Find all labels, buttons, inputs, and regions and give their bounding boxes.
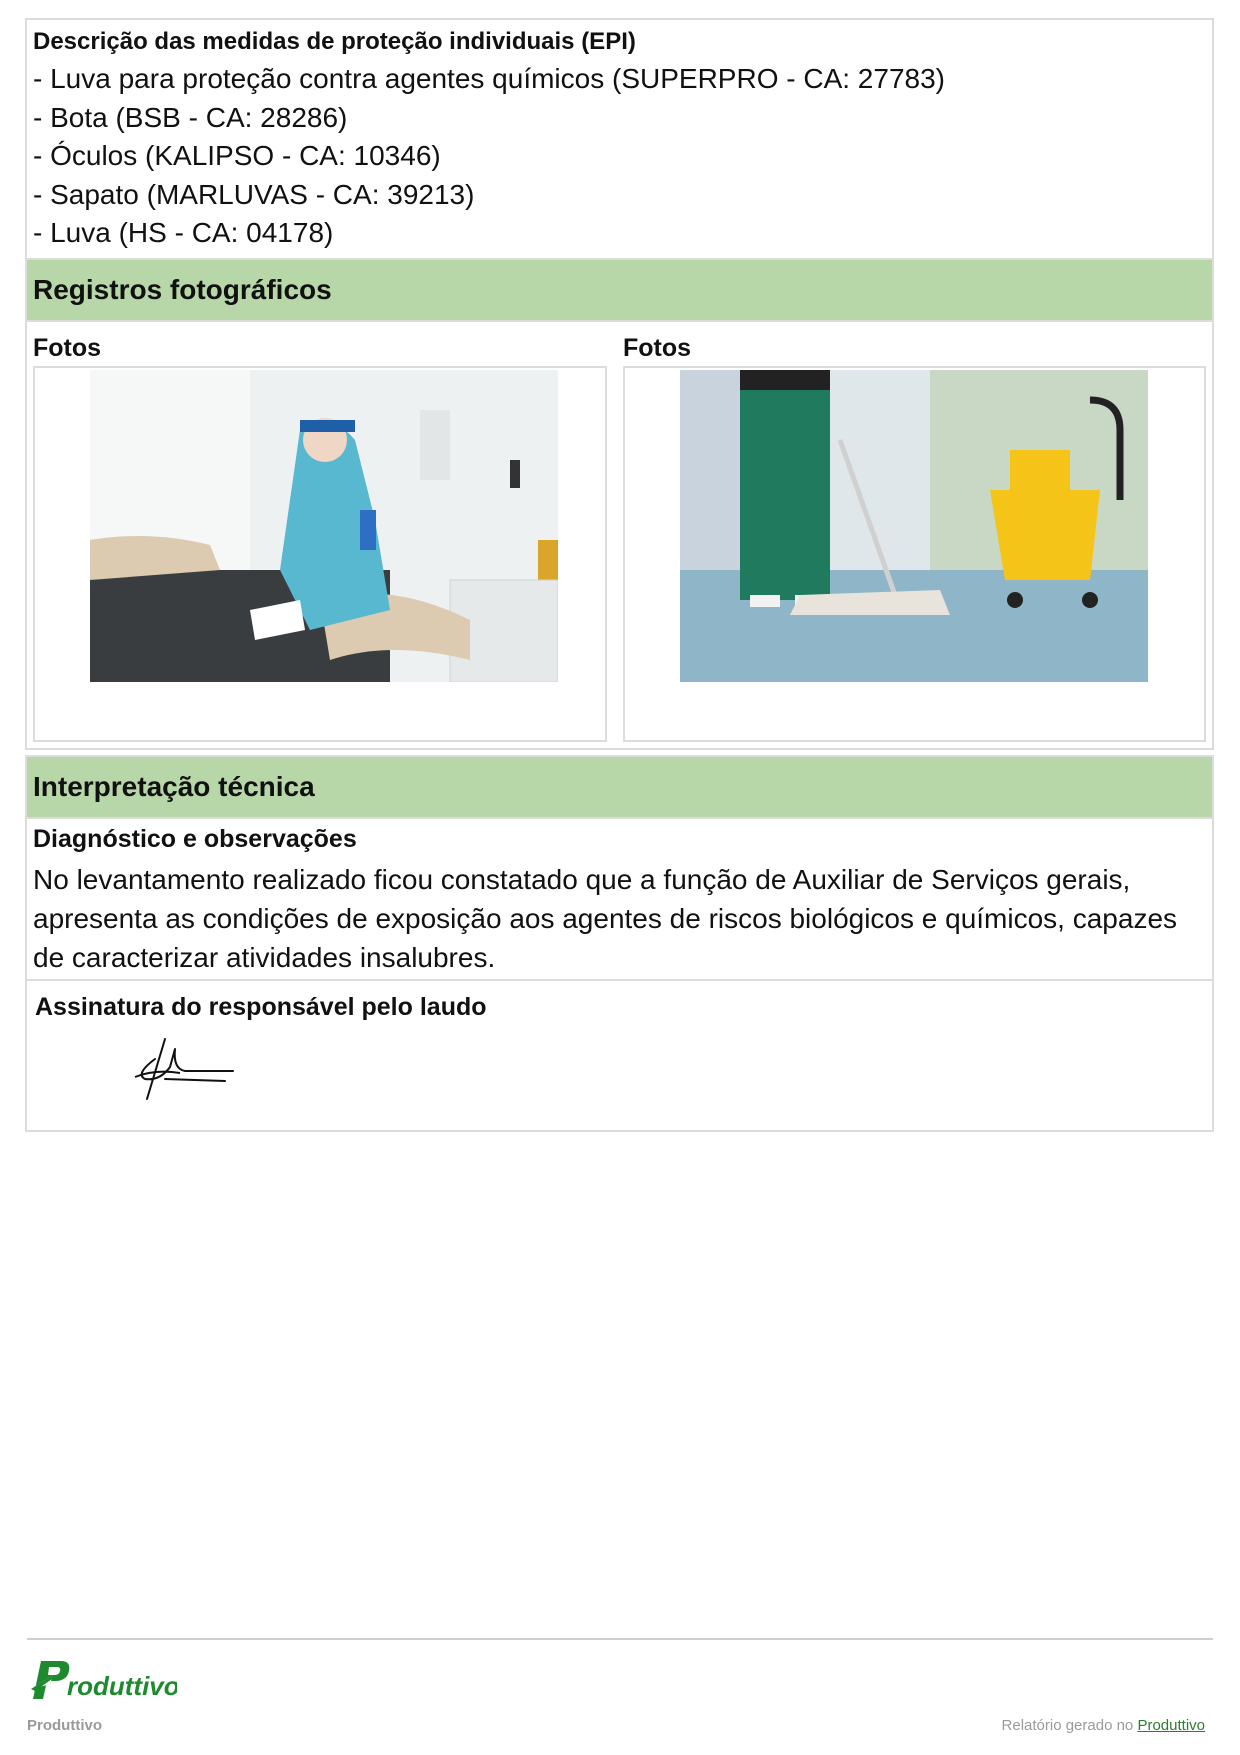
photo-label: Fotos: [623, 334, 692, 362]
epi-item: - Bota (BSB - CA: 28286): [33, 101, 348, 133]
photo-frame: [33, 366, 607, 742]
photo-frame: [623, 366, 1206, 742]
interpretation-section-title: Interpretação técnica: [33, 771, 315, 802]
diagnosis-title: Diagnóstico e observações: [33, 825, 357, 853]
photo-label: Fotos: [33, 334, 102, 362]
diagnosis-section: [25, 819, 1214, 981]
photos-section-header: [25, 258, 1214, 322]
epi-section: [25, 18, 1214, 258]
photo-cell: [615, 324, 1214, 746]
footer-divider: [27, 1638, 1213, 1640]
photo-cell: [25, 324, 615, 746]
signature-title: Assinatura do responsável pelo laudo: [35, 993, 487, 1021]
epi-title: Descrição das medidas de proteção individuais (EPI): [33, 28, 636, 55]
footer-brand: Produttivo: [27, 1717, 102, 1734]
diagnosis-text: No levantamento realizado ficou constatado que a função de Auxiliar de Serviços gerais, apresenta as condições de exposição aos agentes de riscos biológicos e químicos, capazes de caracterizar atividades insalubres.: [33, 864, 1178, 973]
signature-section: [25, 981, 1214, 1132]
epi-item: - Óculos (KALIPSO - CA: 10346): [33, 140, 441, 171]
epi-item: - Sapato (MARLUVAS - CA: 39213): [33, 178, 475, 210]
logo-text: roduttivo: [67, 1671, 177, 1701]
footer-produttivo-link[interactable]: Produttivo: [1137, 1717, 1205, 1734]
photos-section-title: Registros fotográficos: [33, 274, 332, 305]
interpretation-section-header: [25, 755, 1214, 819]
photo-floor-mopping[interactable]: [680, 370, 1148, 682]
epi-item: - Luva (HS - CA: 04178): [33, 217, 334, 248]
footer-generated-by: [1002, 1717, 1205, 1734]
signature-image: [125, 1029, 235, 1109]
footer-generated-prefix: Relatório gerado no: [1001, 1717, 1138, 1734]
epi-item: - Luva para proteção contra agentes químicos (SUPERPRO - CA: 27783): [33, 63, 945, 94]
photo-cleaner-disinfecting-bed[interactable]: [90, 370, 558, 682]
produttivo-logo: [27, 1655, 177, 1708]
